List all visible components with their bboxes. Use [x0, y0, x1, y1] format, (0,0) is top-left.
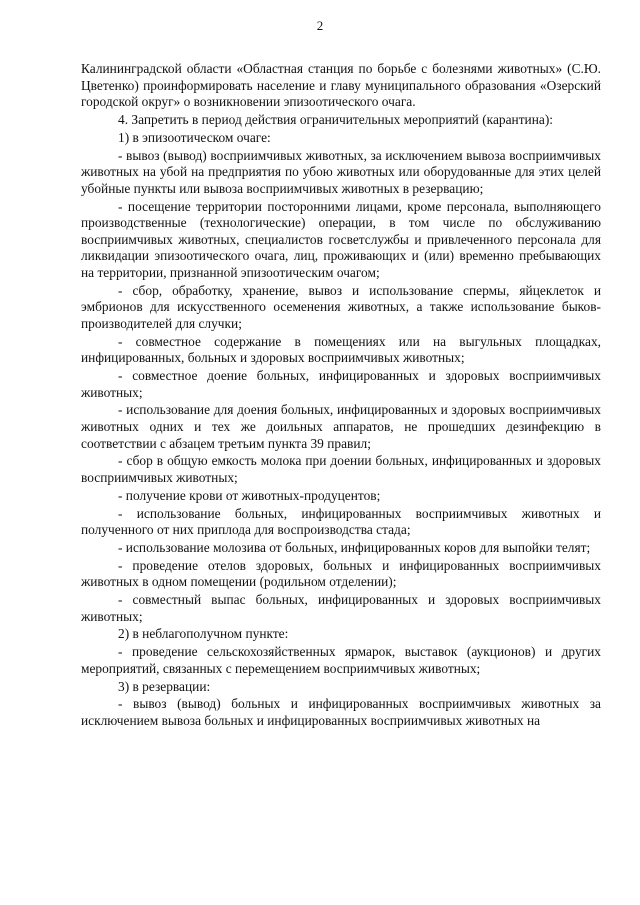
list-item: - совместное доение больных, инфицированных и здоровых восприимчивых животных;	[81, 368, 601, 400]
page-number: 2	[316, 18, 324, 33]
list-item: - использование молозива от больных, инфицированных коров для выпойки телят;	[118, 539, 591, 555]
paragraph-subsection-3: 3) в резервации:	[118, 678, 211, 694]
list-item: - использование для доения больных, инфицированных и здоровых восприимчивых животных одних и тех же доильных аппаратов, не прошедших дезинфекцию в соответствии с абзацем третьим пункта 39 правил;	[81, 402, 601, 451]
document-body	[81, 61, 601, 731]
paragraph-continuation: Калининградской области «Областная станция по борьбе с болезнями животных» (С.Ю. Цветенко) проинформировать население и главу муниципального образования «Озерский городской округ» о возникновении эпизоотического очага.	[81, 61, 601, 110]
list-item: - совместный выпас больных, инфицированных и здоровых восприимчивых животных;	[81, 592, 601, 624]
list-item: - посещение территории посторонними лицами, кроме персонала, выполняющего производственные (технологические) операции, в том числе по обслуживанию восприимчивых животных, специалистов госветслужбы и привлеченного персонала для ликвидации эпизоотического очага, лиц, проживающих и (или) временно пребывающих на территории, признанной эпизоотическим очагом;	[81, 198, 601, 280]
list-item: - проведение сельскохозяйственных ярмарок, выставок (аукционов) и других мероприятий, связанных с перемещением восприимчивых животных;	[81, 644, 601, 676]
paragraph-subsection-2: 2) в неблагополучном пункте:	[118, 626, 289, 642]
list-item: - сбор, обработку, хранение, вывоз и использование спермы, яйцеклеток и эмбрионов для искусственного осеменения животных, а также использование быков-производителей для случки;	[81, 282, 601, 331]
paragraph-section-4: 4. Запретить в период действия ограничительных мероприятий (карантина):	[118, 111, 554, 127]
list-item: - использование больных, инфицированных восприимчивых животных и полученного от них приплода для воспроизводства стада;	[81, 505, 601, 538]
list-item: - совместное содержание в помещениях или на выгульных площадках, инфицированных, больных и здоровых восприимчивых животных;	[81, 333, 601, 366]
list-item: - получение крови от животных-продуцентов;	[118, 487, 381, 503]
list-item: - сбор в общую емкость молока при доении больных, инфицированных и здоровых восприимчивых животных;	[81, 453, 601, 485]
list-item: - вывоз (вывод) восприимчивых животных, за исключением вывоза восприимчивых животных на убой на предприятия по убою животных или оборудованные для этих целей убойные пункты или вывоза восприимчивых животных в резервацию;	[81, 147, 601, 196]
list-item: - вывоз (вывод) больных и инфицированных восприимчивых животных за исключением вывоза больных и инфицированных восприимчивых животных на	[81, 696, 601, 728]
paragraph-subsection-1: 1) в эпизоотическом очаге:	[118, 129, 271, 145]
list-item: - проведение отелов здоровых, больных и инфицированных восприимчивых животных в одном помещении (родильном отделении);	[81, 557, 601, 590]
